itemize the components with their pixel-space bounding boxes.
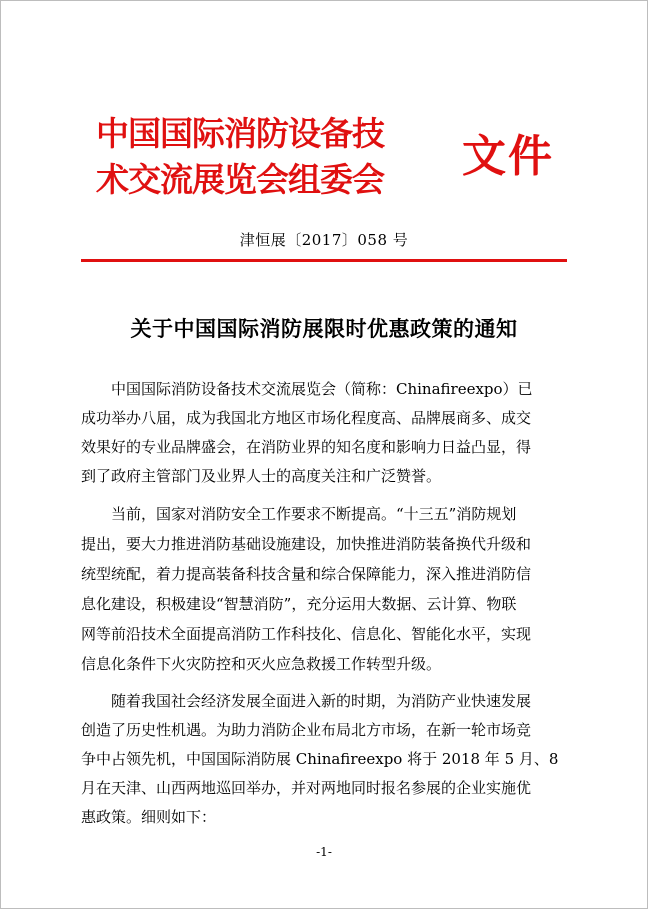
body-line: 效果好的专业品牌盛会，在消防业界的知名度和影响力日益凸显，得 bbox=[81, 438, 532, 456]
body-line: 创造了历史性机遇。为助力消防企业布局北方市场，在新一轮市场竞 bbox=[81, 721, 532, 739]
red-divider bbox=[81, 259, 567, 262]
body-line: 信息化条件下火灾防控和灭火应急救援工作转型升级。 bbox=[81, 655, 442, 673]
body-line: 惠政策。细则如下： bbox=[81, 808, 217, 826]
issuer-line-2: 术交流展览会组委会 bbox=[96, 163, 384, 199]
page-number: -1- bbox=[316, 845, 332, 859]
document-number: 津恒展〔2017〕058 号 bbox=[239, 231, 409, 249]
body-line: 月在天津、山西两地巡回举办，并对两地同时报名参展的企业实施优 bbox=[81, 779, 532, 797]
body-line: 到了政府主管部门及业界人士的高度关注和广泛赞誉。 bbox=[81, 467, 442, 485]
body-line: 中国国际消防设备技术交流展览会（简称：Chinafireexpo）已 bbox=[81, 380, 533, 398]
body-line: 提出，要大力推进消防基础设施建设，加快推进消防装备换代升级和 bbox=[81, 535, 532, 553]
body-line: 当前，国家对消防安全工作要求不断提高。“十三五”消防规划 bbox=[81, 505, 517, 523]
body-line: 网等前沿技术全面提高消防工作科技化、信息化、智能化水平，实现 bbox=[81, 625, 532, 643]
issuer-line-1: 中国国际消防设备技 bbox=[96, 117, 384, 153]
body-line: 息化建设，积极建设“智慧消防”，充分运用大数据、云计算、物联 bbox=[81, 595, 517, 613]
body-line: 争中占领先机，中国国际消防展 Chinafireexpo 将于 2018 年 5 月、8 bbox=[81, 750, 559, 768]
body-line: 统型统配，着力提高装备科技含量和综合保障能力，深入推进消防信 bbox=[81, 565, 532, 583]
notice-title: 关于中国国际消防展限时优惠政策的通知 bbox=[130, 316, 518, 341]
body-line: 成功举办八届，成为我国北方地区市场化程度高、品牌展商多、成交 bbox=[81, 409, 532, 427]
body-line: 随着我国社会经济发展全面进入新的时期，为消防产业快速发展 bbox=[81, 692, 532, 710]
document-label: 文件 bbox=[462, 132, 554, 181]
issuer-name bbox=[96, 112, 456, 204]
